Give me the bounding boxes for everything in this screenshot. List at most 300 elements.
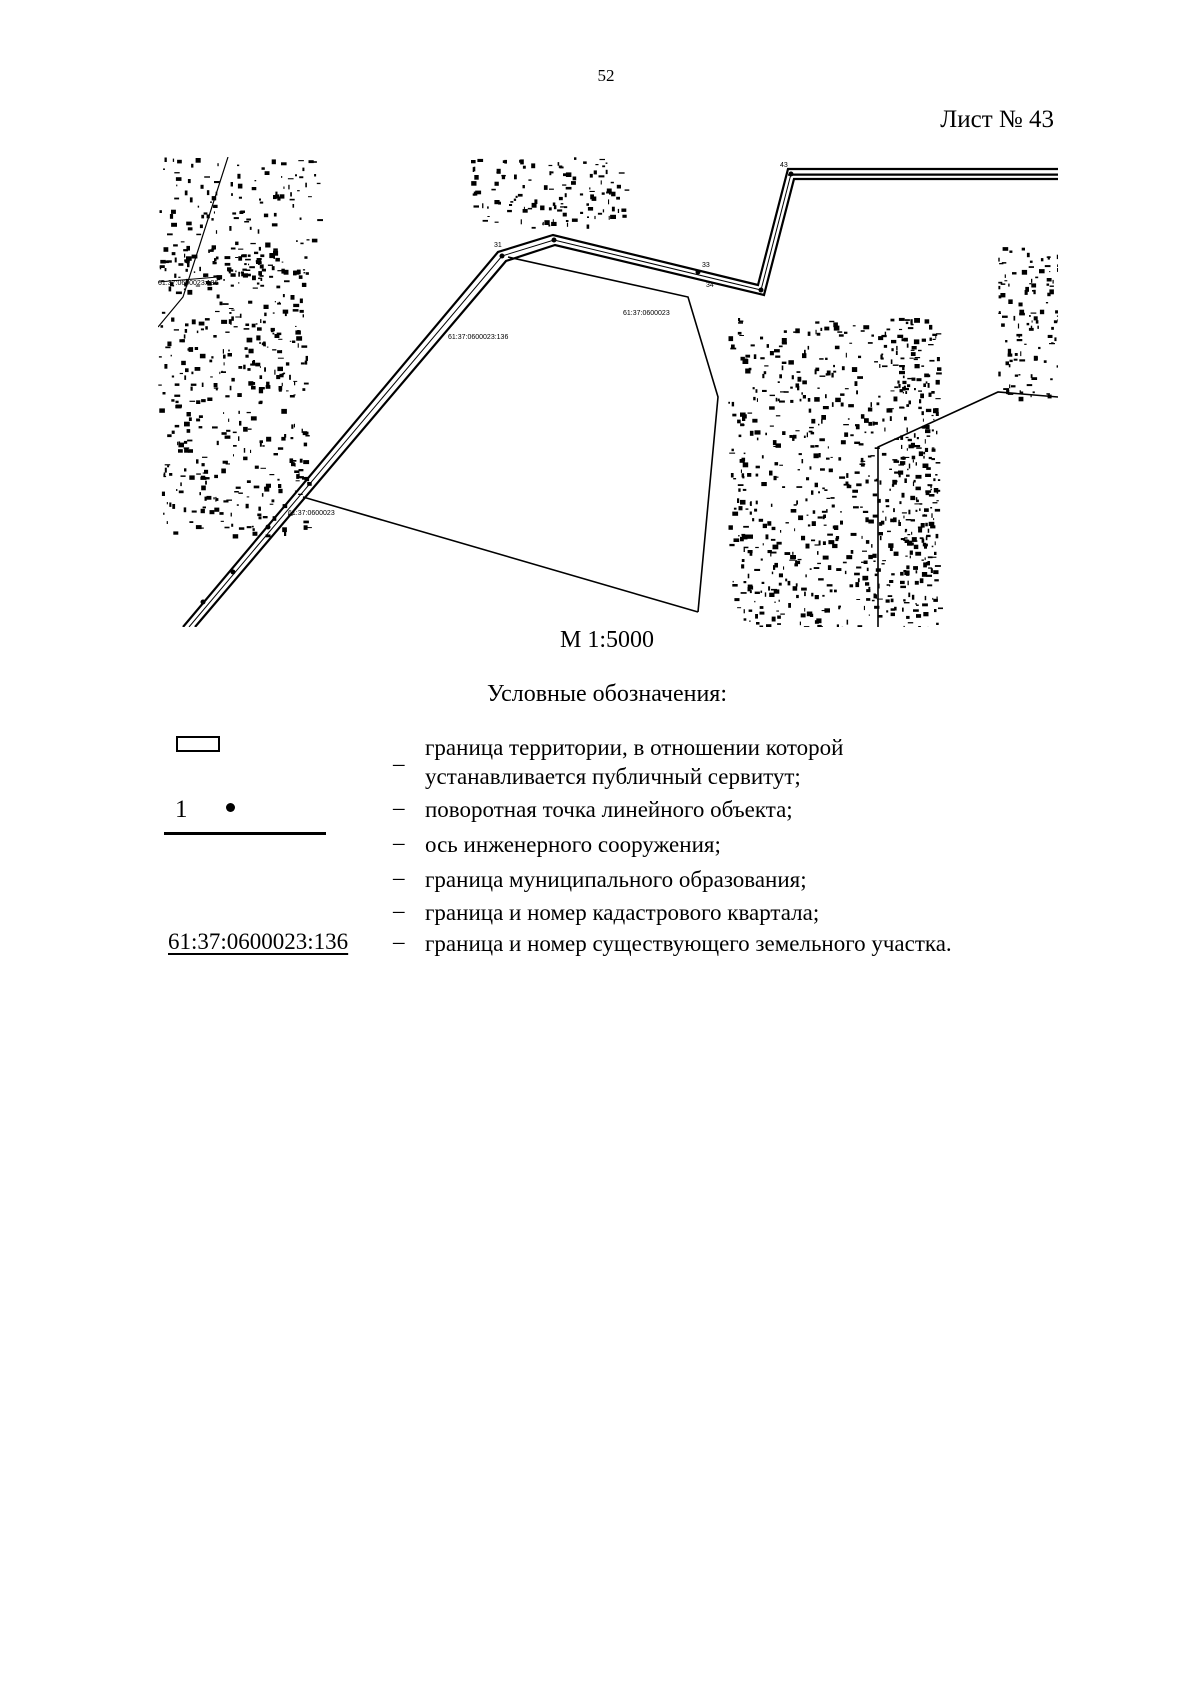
vegetation-speck — [918, 407, 922, 409]
vegetation-speck — [1005, 274, 1006, 278]
vegetation-speck — [828, 446, 829, 448]
vegetation-speck — [274, 453, 279, 455]
vegetation-speck — [762, 582, 765, 584]
vegetation-speck — [921, 365, 924, 367]
vegetation-speck — [184, 375, 186, 380]
vegetation-speck — [231, 513, 232, 517]
vegetation-speck — [296, 240, 298, 242]
vegetation-speck — [863, 325, 869, 329]
vegetation-speck — [226, 430, 230, 432]
vegetation-speck — [934, 579, 939, 581]
vegetation-speck — [243, 457, 247, 461]
vegetation-speck — [856, 483, 861, 486]
vegetation-speck — [864, 418, 869, 423]
vegetation-speck — [760, 337, 763, 340]
vegetation-speck — [932, 598, 933, 600]
vegetation-speck — [738, 488, 740, 491]
vegetation-speck — [846, 473, 848, 478]
vegetation-speck — [902, 338, 908, 341]
vegetation-speck — [769, 406, 775, 409]
vegetation-speck — [848, 404, 854, 407]
vegetation-speck — [763, 543, 764, 545]
vegetation-speck — [774, 476, 777, 480]
legend-text-3: ось инженерного сооружения; — [425, 832, 721, 857]
vegetation-speck — [739, 435, 742, 438]
vegetation-speck — [184, 334, 186, 338]
vegetation-speck — [869, 614, 870, 616]
vegetation-speck — [905, 556, 907, 557]
vegetation-speck — [831, 373, 833, 378]
legend-symbol-turning-point — [170, 794, 250, 824]
vegetation-speck — [214, 508, 219, 512]
vegetation-speck — [808, 524, 810, 526]
vegetation-speck — [234, 491, 239, 493]
vegetation-speck — [733, 581, 734, 583]
vegetation-speck — [1046, 393, 1050, 395]
vegetation-speck — [935, 509, 940, 512]
vegetation-speck — [763, 524, 767, 528]
vegetation-speck — [811, 490, 813, 494]
vegetation-speck — [932, 415, 934, 416]
vegetation-speck — [1035, 277, 1038, 279]
vegetation-speck — [1057, 255, 1058, 259]
vegetation-speck — [260, 275, 262, 277]
vegetation-speck — [268, 265, 273, 266]
vegetation-speck — [1019, 310, 1024, 315]
vegetation-speck — [825, 394, 827, 398]
vegetation-speck — [1018, 324, 1019, 329]
vegetation-speck — [173, 159, 174, 162]
vegetation-speck — [928, 529, 930, 533]
vegetation-speck — [808, 332, 811, 336]
vegetation-speck — [1004, 280, 1007, 281]
vegetation-speck — [813, 510, 816, 514]
vegetation-speck — [294, 470, 299, 473]
vegetation-speck — [544, 185, 548, 190]
sheet-label: Лист № 43 — [940, 106, 1054, 133]
vegetation-speck — [281, 409, 287, 414]
vegetation-speck — [544, 220, 549, 225]
vegetation-speck — [523, 185, 525, 188]
vegetation-speck — [1014, 359, 1018, 361]
vegetation-speck — [217, 295, 220, 299]
vegetation-speck — [732, 414, 736, 417]
vegetation-speck — [1020, 351, 1021, 356]
vegetation-speck — [185, 323, 189, 326]
vegetation-speck — [258, 229, 260, 233]
vegetation-speck — [223, 461, 228, 464]
vegetation-speck — [196, 400, 200, 404]
vegetation-speck — [260, 285, 264, 287]
vegetation-speck — [929, 393, 932, 397]
legend-dash-4: – — [393, 865, 405, 890]
vegetation-speck — [847, 620, 849, 625]
vegetation-speck — [179, 441, 181, 446]
vegetation-speck — [925, 523, 928, 527]
vegetation-speck — [854, 442, 860, 444]
vegetation-speck — [301, 362, 305, 364]
vegetation-speck — [905, 391, 907, 394]
vegetation-speck — [827, 498, 831, 499]
vegetation-speck — [897, 381, 899, 384]
vegetation-speck — [497, 169, 501, 174]
engineering-axis — [189, 174, 1058, 627]
vegetation-speck — [921, 523, 925, 528]
vegetation-speck — [197, 331, 199, 334]
vegetation-speck — [899, 407, 904, 409]
vegetation-speck — [172, 252, 176, 255]
vegetation-speck — [191, 384, 197, 386]
vegetation-speck — [855, 424, 859, 426]
vegetation-speck — [840, 521, 843, 525]
vegetation-speck — [1037, 326, 1039, 329]
vegetation-speck — [906, 404, 909, 407]
vegetation-speck — [808, 398, 811, 402]
vegetation-speck — [625, 189, 630, 190]
vegetation-speck — [871, 455, 875, 456]
vegetation-speck — [523, 166, 526, 169]
vegetation-speck — [175, 258, 177, 263]
vegetation-speck — [269, 474, 274, 475]
vegetation-speck — [871, 335, 874, 337]
vegetation-speck — [262, 493, 264, 497]
vegetation-speck — [913, 609, 919, 612]
vegetation-speck — [915, 603, 916, 605]
vegetation-speck — [214, 181, 220, 183]
vegetation-speck — [852, 490, 858, 493]
vegetation-speck — [1050, 286, 1054, 287]
vegetation-speck — [729, 525, 733, 530]
vegetation-speck — [256, 261, 262, 264]
vegetation-speck — [790, 555, 796, 559]
vegetation-speck — [257, 283, 260, 285]
vegetation-speck — [1048, 335, 1053, 338]
vegetation-speck — [908, 510, 910, 515]
vegetation-speck — [171, 399, 174, 402]
vegetation-speck — [296, 480, 300, 481]
vegetation-speck — [857, 376, 863, 379]
vegetation-speck — [804, 350, 806, 354]
vegetation-speck — [172, 504, 175, 509]
legend-symbol-axis-line — [164, 832, 326, 835]
vegetation-speck — [1027, 253, 1030, 257]
vegetation-speck — [188, 227, 193, 230]
vegetation-speck — [275, 301, 276, 302]
vegetation-speck — [184, 448, 188, 453]
vegetation-speck — [1010, 360, 1013, 362]
vegetation-speck — [196, 158, 201, 163]
vegetation-speck — [279, 302, 280, 304]
vegetation-speck — [822, 488, 825, 490]
vegetation-speck — [935, 541, 936, 545]
vegetation-speck — [860, 507, 863, 508]
vegetation-speck — [1051, 342, 1054, 344]
vegetation-speck — [272, 223, 278, 226]
vegetation-speck — [477, 159, 483, 162]
vegetation-speck — [273, 195, 277, 199]
vegetation-speck — [752, 518, 754, 521]
vegetation-speck — [900, 389, 903, 392]
vegetation-speck — [225, 527, 230, 529]
vegetation-speck — [779, 583, 782, 586]
vegetation-speck — [923, 419, 924, 422]
vegetation-speck — [904, 537, 907, 538]
vegetation-speck — [215, 262, 217, 265]
vegetation-speck — [266, 484, 271, 488]
vegetation-speck — [471, 181, 476, 186]
vegetation-speck — [832, 402, 834, 407]
vegetation-speck — [250, 450, 251, 453]
vegetation-speck — [848, 418, 850, 419]
vegetation-speck — [745, 359, 748, 362]
vegetation-speck — [259, 342, 261, 344]
vegetation-speck — [212, 245, 216, 249]
vegetation-speck — [840, 393, 844, 396]
vegetation-speck — [782, 366, 784, 371]
vegetation-speck — [184, 507, 187, 512]
vegetation-speck — [778, 381, 780, 383]
vegetation-speck — [932, 447, 935, 448]
vegetation-speck — [278, 489, 282, 493]
vegetation-speck — [882, 419, 884, 422]
legend-text-4: граница муниципального образования; — [425, 867, 807, 892]
vegetation-speck — [760, 606, 764, 609]
vegetation-speck — [750, 512, 752, 515]
vegetation-speck — [865, 432, 867, 434]
vegetation-speck — [794, 528, 795, 531]
vegetation-speck — [1058, 319, 1059, 322]
map-label-lower: 61:37:0600023 — [288, 510, 335, 517]
vegetation-speck — [754, 601, 755, 602]
vegetation-speck — [514, 175, 517, 180]
vegetation-speck — [507, 210, 512, 212]
vegetation-speck — [608, 199, 609, 204]
vegetation-speck — [922, 603, 928, 606]
vegetation-speck — [873, 515, 878, 518]
vegetation-speck — [907, 428, 908, 433]
vegetation-speck — [840, 511, 841, 513]
vegetation-speck — [235, 257, 238, 258]
vegetation-speck — [904, 417, 907, 421]
vegetation-speck — [801, 588, 807, 591]
vegetation-speck — [516, 196, 518, 198]
vegetation-speck — [171, 355, 172, 357]
vegetation-speck — [899, 365, 905, 367]
vegetation-speck — [210, 202, 212, 203]
vegetation-speck — [1009, 364, 1011, 367]
vegetation-speck — [930, 507, 932, 509]
vegetation-speck — [1022, 270, 1027, 275]
vegetation-speck — [233, 454, 234, 456]
vegetation-speck — [805, 498, 807, 501]
vegetation-speck — [260, 440, 264, 443]
vegetation-speck — [818, 516, 823, 518]
vegetation-speck — [223, 279, 225, 281]
vegetation-speck — [830, 589, 833, 592]
vegetation-speck — [284, 532, 286, 536]
vegetation-speck — [922, 515, 927, 517]
vegetation-speck — [797, 371, 801, 373]
vegetation-speck — [180, 482, 182, 486]
vegetation-speck — [826, 458, 830, 460]
vegetation-speck — [571, 181, 576, 185]
vegetation-speck — [202, 383, 204, 387]
vegetation-speck — [295, 326, 296, 327]
vegetation-speck — [749, 610, 753, 612]
vegetation-speck — [907, 448, 908, 451]
vegetation-speck — [170, 214, 173, 219]
vegetation-speck — [823, 406, 829, 409]
vegetation-speck — [255, 363, 260, 367]
vegetation-speck — [590, 191, 595, 192]
vegetation-speck — [293, 460, 297, 462]
vegetation-speck — [885, 517, 886, 521]
vegetation-speck — [833, 365, 835, 367]
vegetation-speck — [906, 616, 910, 619]
vegetation-speck — [770, 351, 774, 355]
vegetation-speck — [305, 361, 308, 365]
vegetation-speck — [742, 535, 748, 540]
vegetation-speck — [882, 365, 888, 367]
vegetation-speck — [931, 489, 932, 490]
vegetation-speck — [260, 375, 263, 379]
vegetation-speck — [612, 207, 615, 212]
vegetation-speck — [933, 518, 934, 520]
vegetation-speck — [303, 521, 309, 524]
vegetation-speck — [566, 220, 569, 222]
vegetation-speck — [256, 323, 258, 324]
vegetation-speck — [495, 222, 499, 223]
legend-dash-6: – — [393, 929, 405, 954]
legend-dash-2: – — [393, 795, 405, 820]
vegetation-speck — [885, 332, 886, 336]
vegetation-speck — [907, 384, 910, 387]
vegetation-speck — [587, 216, 589, 218]
vegetation-speck — [923, 464, 929, 469]
vegetation-speck — [907, 344, 909, 348]
vegetation-speck — [181, 475, 186, 477]
vegetation-speck — [245, 259, 251, 261]
vegetation-speck — [875, 574, 878, 577]
vegetation-speck — [894, 460, 900, 463]
vegetation-speck — [210, 376, 213, 377]
vegetation-speck — [543, 222, 544, 225]
vegetation-speck — [827, 534, 833, 536]
map-label-left-edge: 61:37:0600023:136 — [158, 280, 219, 287]
vegetation-speck — [839, 606, 841, 608]
vegetation-speck — [185, 329, 187, 333]
vegetation-speck — [902, 608, 904, 612]
vegetation-speck — [184, 254, 185, 258]
vegetation-speck — [494, 200, 499, 204]
vegetation-speck — [777, 616, 781, 619]
vegetation-speck — [937, 597, 938, 601]
vegetation-speck — [806, 477, 809, 480]
vegetation-speck — [795, 328, 800, 333]
vegetation-speck — [259, 508, 261, 511]
vegetation-speck — [1057, 365, 1058, 367]
vegetation-speck — [1031, 377, 1037, 380]
vegetation-speck — [164, 364, 167, 369]
vegetation-speck — [750, 590, 752, 593]
vegetation-speck — [252, 276, 256, 281]
vegetation-speck — [749, 621, 750, 622]
vegetation-speck — [824, 327, 829, 331]
vegetation-speck — [764, 371, 767, 374]
vegetation-speck — [238, 366, 242, 369]
vegetation-speck — [816, 618, 821, 623]
vegetation-speck — [756, 501, 758, 505]
vegetation-speck — [305, 432, 308, 435]
vegetation-speck — [281, 269, 284, 274]
vegetation-speck — [912, 595, 914, 600]
vegetation-speck — [800, 399, 802, 402]
vegetation-speck — [246, 504, 249, 509]
vegetation-speck — [586, 203, 589, 206]
vegetation-speck — [756, 474, 759, 477]
vegetation-speck — [205, 318, 210, 320]
vegetation-speck — [171, 210, 176, 214]
vegetation-speck — [853, 325, 856, 326]
vegetation-speck — [242, 254, 247, 257]
vegetation-speck — [278, 358, 284, 359]
vegetation-speck — [587, 225, 590, 229]
vegetation-speck — [528, 208, 532, 210]
vegetation-speck — [264, 313, 266, 317]
vegetation-speck — [854, 573, 860, 576]
vegetation-speck — [246, 219, 251, 221]
vegetation-speck — [914, 318, 920, 323]
vegetation-speck — [998, 286, 1000, 289]
vegetation-speck — [872, 554, 876, 558]
vegetation-speck — [886, 599, 890, 602]
vegetation-speck — [773, 446, 777, 447]
vegetation-speck — [808, 346, 810, 350]
vegetation-speck — [277, 350, 281, 353]
vegetation-speck — [174, 395, 180, 397]
vegetation-speck — [809, 431, 813, 433]
vegetation-speck — [265, 243, 270, 248]
vegetation-speck — [176, 177, 182, 181]
page-number: 52 — [597, 66, 615, 85]
vegetation-speck — [534, 199, 537, 204]
vegetation-speck — [843, 562, 847, 564]
vegetation-speck — [934, 609, 937, 612]
vegetation-speck — [792, 552, 793, 555]
vegetation-speck — [926, 381, 928, 383]
vegetation-speck — [782, 486, 785, 488]
vegetation-speck — [235, 317, 240, 318]
vegetation-speck — [866, 540, 869, 544]
vegetation-speck — [169, 287, 172, 292]
vegetation-speck — [882, 563, 885, 564]
vegetation-speck — [290, 341, 292, 342]
vegetation-speck — [253, 288, 258, 289]
vegetation-speck — [238, 272, 240, 277]
vegetation-speck — [744, 453, 746, 455]
vegetation-speck — [862, 551, 867, 552]
vegetation-speck — [868, 342, 873, 344]
vegetation-speck — [931, 458, 935, 460]
vegetation-speck — [731, 473, 734, 478]
vegetation-speck — [861, 458, 864, 463]
vegetation-speck — [240, 211, 245, 214]
vegetation-speck — [772, 527, 776, 530]
vegetation-speck — [208, 287, 213, 290]
vegetation-speck — [788, 360, 794, 364]
vegetation-speck — [190, 197, 193, 202]
vegetation-speck — [302, 477, 305, 480]
